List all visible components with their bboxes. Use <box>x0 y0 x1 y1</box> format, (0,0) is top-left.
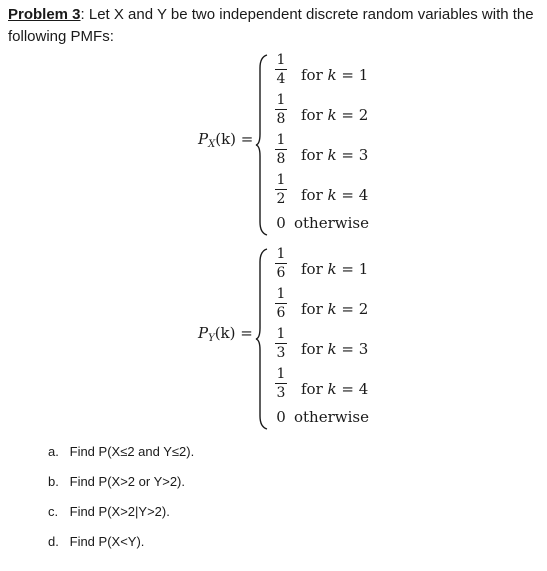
pmf-y-otherwise-value: 0 <box>276 408 286 426</box>
pmf-x-value-2 <box>274 92 288 127</box>
pmf-x-value-3-num: 1 <box>276 132 286 148</box>
pmf-x-argument: (k) = <box>215 130 254 148</box>
pmf-y <box>0 246 547 436</box>
pmf-y-otherwise-text: otherwise <box>294 408 369 426</box>
problem-text: : Let X and Y be two independent discrete random variables with the following PMFs: <box>8 6 534 45</box>
pmf-x-value-1-num: 1 <box>276 52 286 68</box>
pmf-x-value-2-den: 8 <box>276 111 286 127</box>
question-item <box>48 473 194 503</box>
pmf-x-value-2-num: 1 <box>276 92 286 108</box>
question-letter: c. <box>48 504 59 519</box>
pmf-y-value-2-num: 1 <box>276 286 286 302</box>
question-item <box>48 443 194 473</box>
pmf-y-value-4-den: 3 <box>276 385 286 401</box>
pmf-x <box>0 52 547 242</box>
pmf-x-value-3 <box>274 132 288 167</box>
pmf-y-subscript: Y <box>208 333 215 344</box>
pmf-x-subscript: X <box>208 139 216 150</box>
pmf-x-value-4 <box>274 172 288 207</box>
pmf-y-symbol: P <box>198 324 209 342</box>
pmf-y-value-3-num: 1 <box>276 326 286 342</box>
question-text: Find P(X<Y). <box>69 534 145 549</box>
pmf-x-cond-1: for k = 1 <box>301 66 369 84</box>
pmf-x-cond-3: for k = 3 <box>301 146 369 164</box>
pmf-y-value-1-den: 6 <box>276 265 286 281</box>
problem-label: Problem 3 <box>8 6 81 23</box>
pmf-x-brace <box>255 54 269 236</box>
pmf-y-cond-1: for k = 1 <box>301 260 369 278</box>
question-letter: a. <box>48 444 59 459</box>
pmf-x-value-4-den: 2 <box>276 191 286 207</box>
pmf-y-value-3 <box>274 326 288 361</box>
pmf-y-value-1 <box>274 246 288 281</box>
question-item <box>48 503 194 533</box>
pmf-y-cond-2: for k = 2 <box>301 300 369 318</box>
pmf-x-cond-2: for k = 2 <box>301 106 369 124</box>
question-text: Find P(X>2|Y>2). <box>69 504 170 519</box>
pmf-x-value-1-den: 4 <box>276 71 286 87</box>
question-item <box>48 533 194 563</box>
question-letter: d. <box>48 534 59 549</box>
pmf-x-otherwise-value: 0 <box>276 214 286 232</box>
pmf-y-brace <box>255 248 269 430</box>
problem-statement <box>8 4 538 48</box>
pmf-y-cond-3: for k = 3 <box>301 340 369 358</box>
pmf-y-value-4-num: 1 <box>276 366 286 382</box>
pmf-x-value-4-num: 1 <box>276 172 286 188</box>
question-text: Find P(X>2 or Y>2). <box>69 474 185 489</box>
pmf-x-name <box>198 130 253 150</box>
pmf-y-argument: (k) = <box>214 324 253 342</box>
pmf-x-value-1 <box>274 52 288 87</box>
pmf-y-name <box>198 324 253 344</box>
pmf-x-value-3-den: 8 <box>276 151 286 167</box>
pmf-y-value-2-den: 6 <box>276 305 286 321</box>
pmf-y-value-2 <box>274 286 288 321</box>
pmf-y-value-3-den: 3 <box>276 345 286 361</box>
pmf-y-value-1-num: 1 <box>276 246 286 262</box>
pmf-x-symbol: P <box>198 130 209 148</box>
pmf-y-value-4 <box>274 366 288 401</box>
question-list <box>48 443 194 563</box>
pmf-x-cond-4: for k = 4 <box>301 186 369 204</box>
pmf-y-cond-4: for k = 4 <box>301 380 369 398</box>
question-letter: b. <box>48 474 59 489</box>
pmf-x-otherwise-text: otherwise <box>294 214 369 232</box>
question-text: Find P(X≤2 and Y≤2). <box>69 444 195 459</box>
